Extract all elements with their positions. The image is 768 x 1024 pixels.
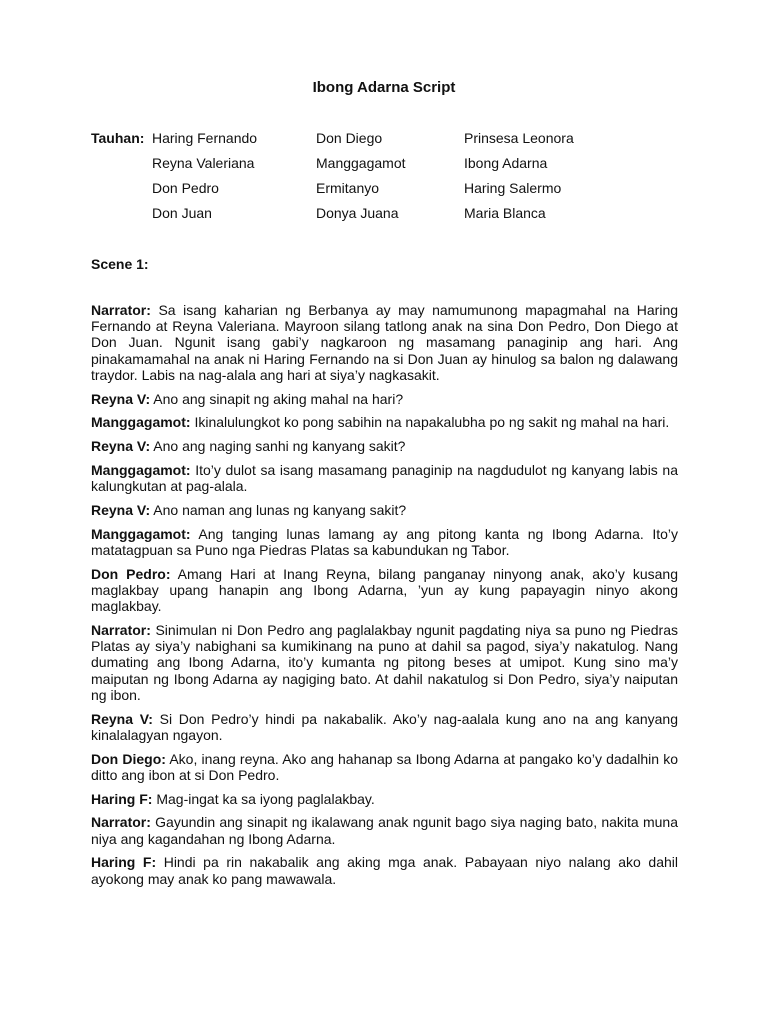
speaker-name: Manggagamot: (91, 462, 191, 478)
cast-row (91, 203, 691, 228)
cast-member: Prinsesa Leonora (464, 130, 574, 146)
cast-row (91, 128, 691, 153)
line-text: Sinimulan ni Don Pedro ang paglalakbay ngunit pagdating niya sa puno ng Piedras Platas ay siya’y nabighani sa kumikinang na puno at dahil sa pagod, siya’y nakatulog. Nang dumating ang Ibong Adarna, ito’y kumanta ng pitong beses at umipot. Kung sino ma’y maiputan ng Ibong Adarna ay nagiging bato. At dahil nakatulog si Don Pedro, siya’y naiputan ng ibon. (91, 622, 678, 703)
line-text: Mag-ingat ka sa iyong paglalakbay. (156, 790, 375, 807)
speaker-name: Reyna V: (91, 390, 151, 407)
line-text: Ano naman ang lunas ng kanyang sakit? (153, 502, 407, 518)
speaker-name: Manggagamot: (91, 414, 191, 431)
speaker-name: Reyna V: (91, 438, 151, 455)
line-text: Gayundin ang sinapit ng ikalawang anak ngunit bago siya naging bato, nakita muna niya ang kagandahan ng Ibong Adarna. (91, 814, 678, 847)
speaker-name: Don Diego: (91, 750, 166, 767)
cast-list (91, 128, 691, 228)
script-line (91, 791, 678, 807)
cast-label: Tauhan: (91, 130, 145, 146)
script-line (91, 814, 678, 846)
cast-member: Ibong Adarna (464, 155, 548, 171)
speaker-name: Reyna V: (91, 502, 151, 518)
line-text: Hindi pa rin nakabalik ang aking mga anak. Pabayaan niyo nalang ako dahil ayokong may anak ko pang mawawala. (91, 854, 678, 887)
line-text: Sa isang kaharian ng Berbanya ay may namumunong mapagmahal na Haring Fernando at Reyna Valeriana. Mayroon silang tatlong anak na sina Don Pedro, Don Diego at Don Juan. Ngunit isang gabi’y nagkaroon ng masamang panaginip ang hari. Ang pinakamamahal na anak ni Haring Fernando na si Don Juan ay hinulog sa balon ng dalawang traydor. Labis na nag-alala ang hari at siya’y nagkasakit. (91, 302, 679, 383)
script-line (91, 462, 678, 494)
speaker-name: Manggagamot: (91, 525, 191, 542)
cast-row (91, 178, 691, 203)
speaker-name: Reyna V: (91, 710, 153, 727)
line-text: Si Don Pedro’y hindi pa nakabalik. Ako’y nag-aalala kung ano na ang kanyang kinalalagyan ngayon. (91, 710, 679, 743)
cast-member: Manggagamot (316, 155, 406, 171)
cast-member: Don Pedro (152, 180, 219, 196)
script-line (91, 622, 678, 703)
script-body (91, 302, 678, 894)
cast-member: Ermitanyo (316, 180, 380, 196)
script-line (91, 502, 678, 518)
line-text: Ikinalulungkot ko pong sabihin na napakalubha po ng sakit ng mahal na hari. (194, 414, 670, 431)
cast-member: Haring Fernando (152, 130, 258, 146)
speaker-name: Haring F: (91, 790, 153, 807)
script-line (91, 566, 678, 615)
line-text: Ito’y dulot sa isang masamang panaginip na nagdudulot ng kanyang labis na kalungkutan at pag-alala. (91, 462, 678, 495)
cast-row (91, 153, 691, 178)
speaker-name: Narrator: (91, 302, 151, 318)
scene-heading: Scene 1: (91, 256, 149, 272)
line-text: Ano ang naging sanhi ng kanyang sakit? (153, 438, 406, 455)
cast-member: Maria Blanca (464, 205, 546, 221)
speaker-name: Narrator: (91, 814, 151, 831)
document-title: Ibong Adarna Script (312, 79, 456, 96)
line-text: Ang tanging lunas lamang ay ang pitong kanta ng Ibong Adarna. Ito’y matatagpuan sa Puno nga Piedras Platas sa kabundukan ng Tabor. (91, 525, 679, 558)
cast-member: Don Juan (152, 205, 212, 221)
cast-member: Donya Juana (316, 205, 399, 221)
cast-member: Haring Salermo (464, 180, 562, 196)
script-line (91, 711, 678, 743)
script-line (91, 751, 678, 783)
line-text: Ano ang sinapit ng aking mahal na hari? (153, 390, 404, 407)
script-line (91, 414, 678, 430)
script-line (91, 391, 678, 407)
script-line (91, 854, 678, 886)
script-line (91, 302, 678, 383)
cast-member: Reyna Valeriana (152, 155, 255, 171)
line-text: Ako, inang reyna. Ako ang hahanap sa Ibong Adarna at pangako ko’y dadalhin ko ditto ang ibon at si Don Pedro. (91, 750, 678, 783)
script-line (91, 526, 678, 558)
speaker-name: Don Pedro: (91, 565, 171, 582)
speaker-name: Haring F: (91, 854, 157, 871)
cast-member: Don Diego (316, 130, 383, 146)
speaker-name: Narrator: (91, 622, 151, 638)
line-text: Amang Hari at Inang Reyna, bilang panganay ninyong anak, ako’y kusang maglakbay upang hanapin ang Ibong Adarna, ’yun ay kung papayagin ninyo akong maglakbay. (91, 565, 678, 615)
script-line (91, 438, 678, 454)
